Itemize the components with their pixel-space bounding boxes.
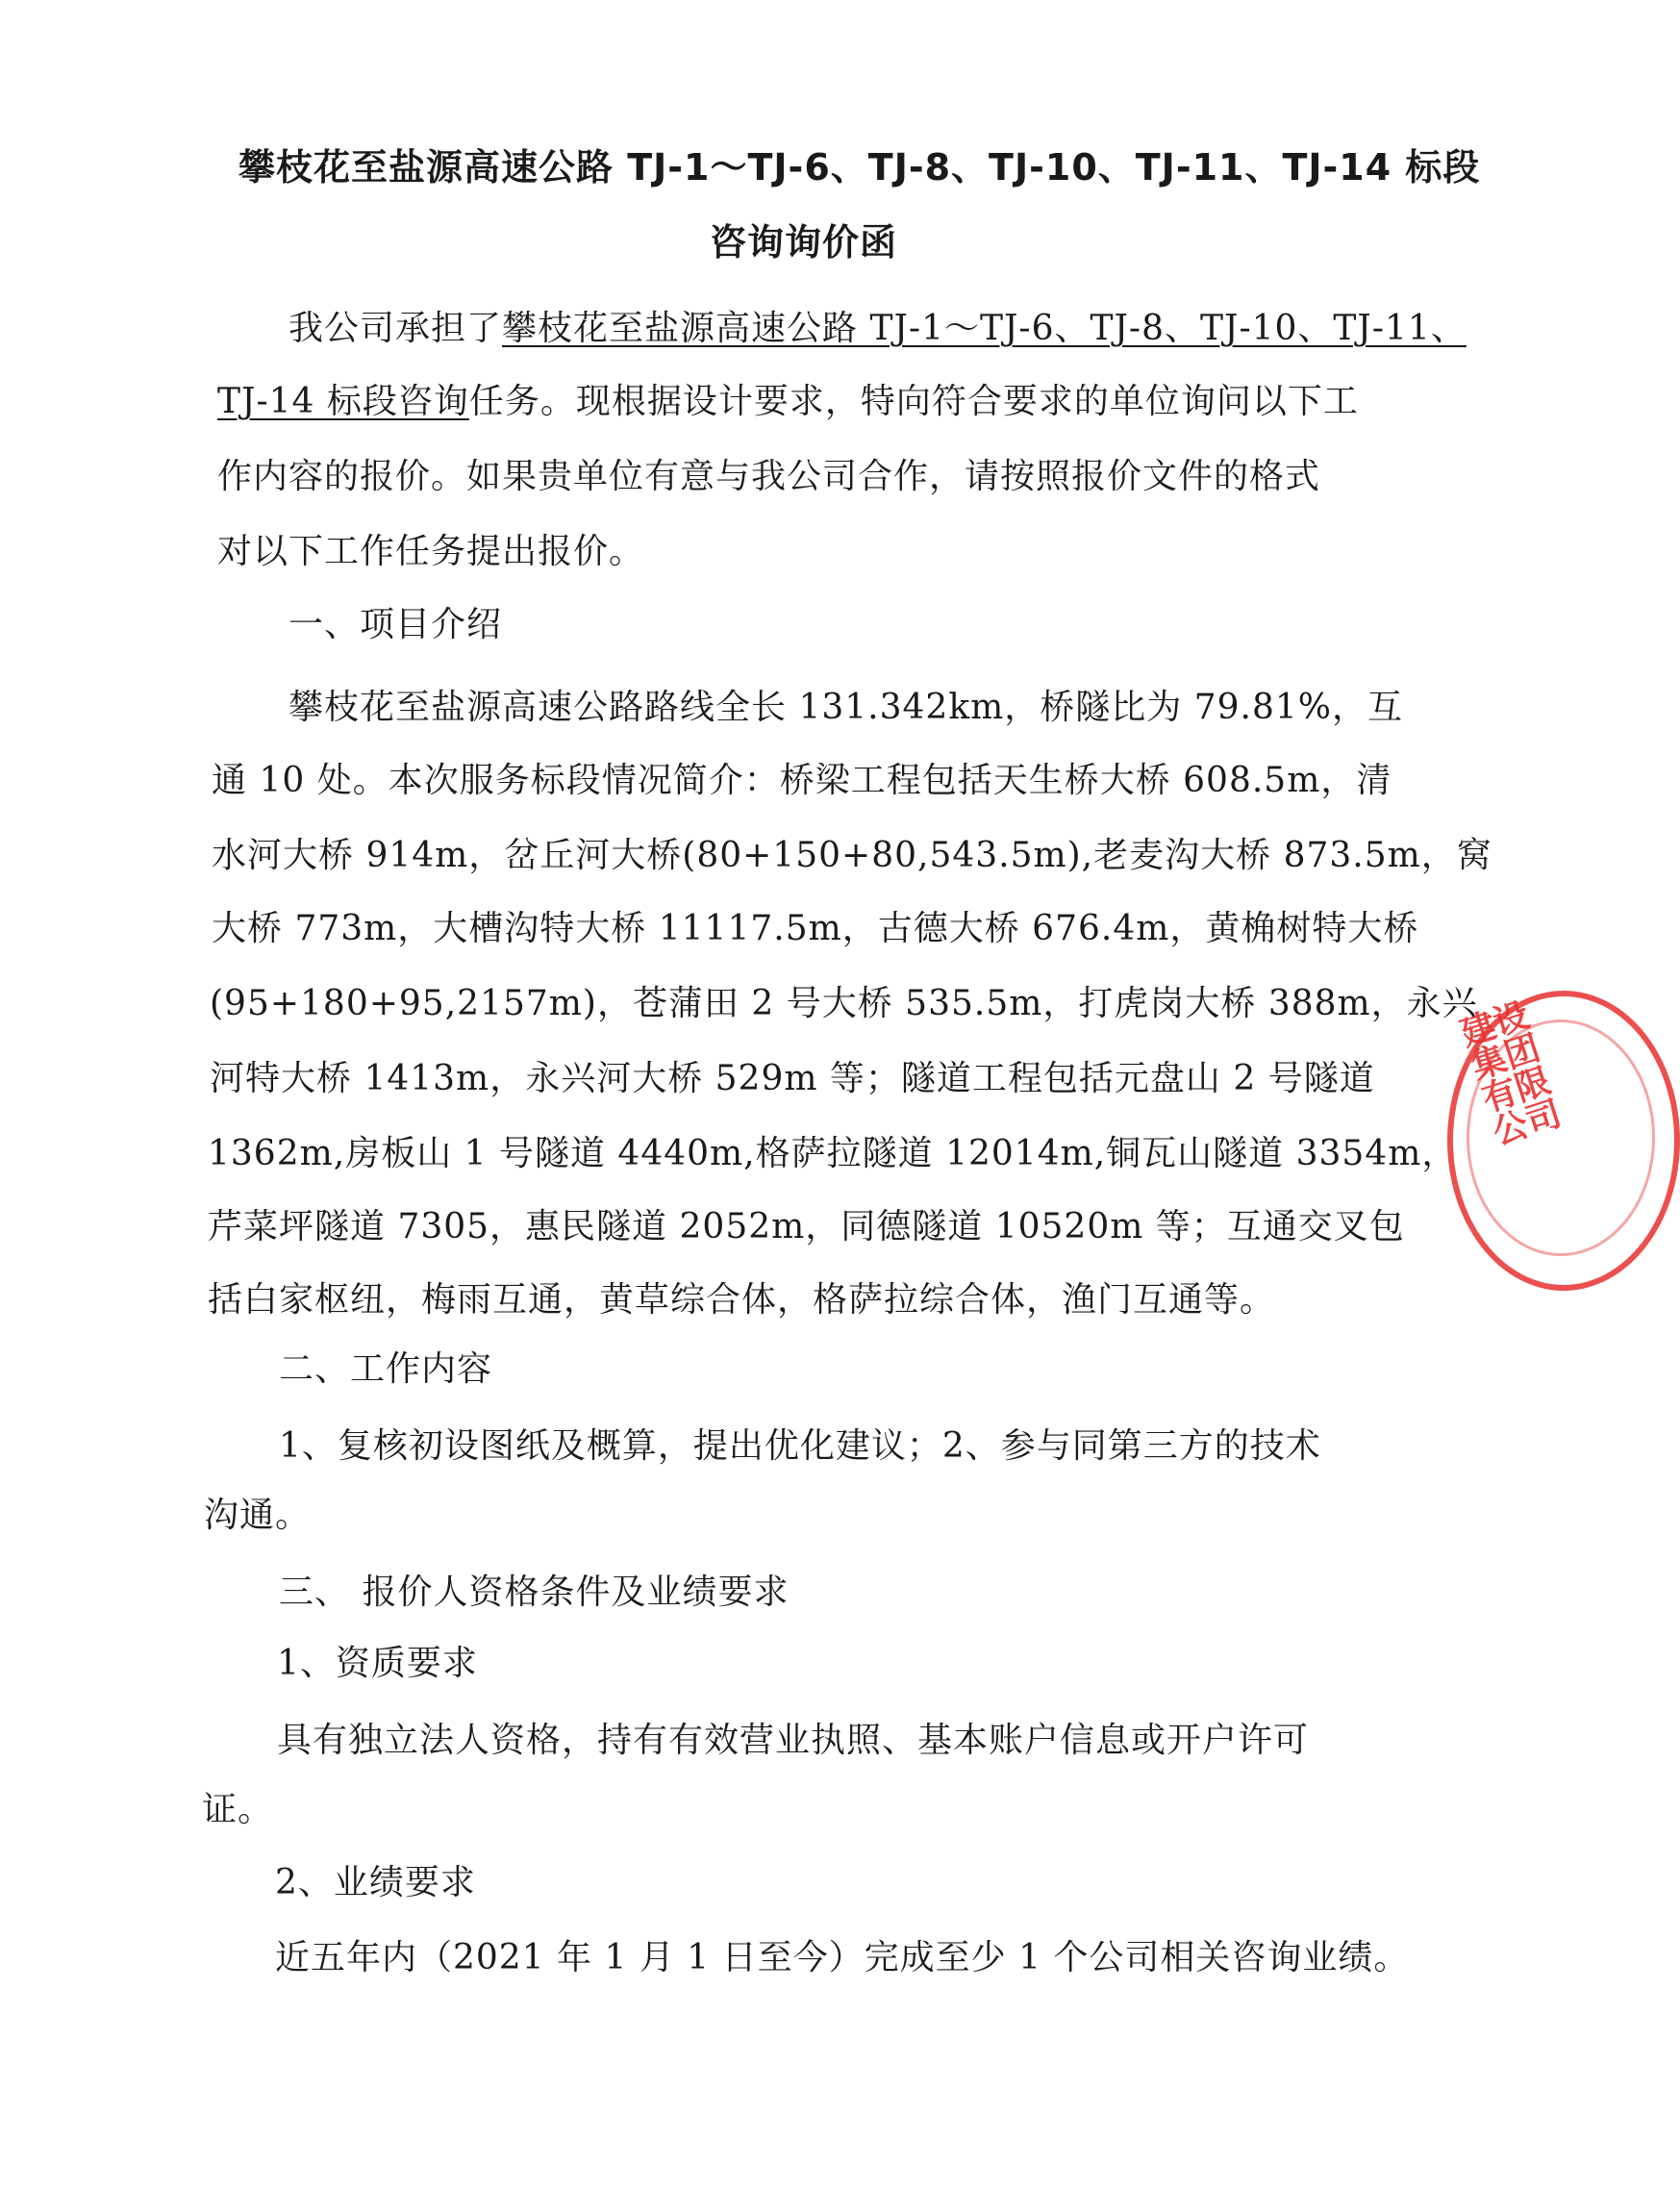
section2-heading: 二、工作内容 xyxy=(279,1349,493,1389)
section1-line: (95+180+95,2157m)，苍蒲田 2 号大桥 535.5m，打虎岗大桥 388m，永兴 xyxy=(210,984,1478,1023)
qualification-line1: 具有独立法人资格，持有有效营业执照、基本账户信息或开户许可 xyxy=(277,1721,1310,1760)
project-name-underlined-1: 攀枝花至盐源高速公路 TJ-1～TJ-6、TJ-8、TJ-10、TJ-11、 xyxy=(502,309,1467,348)
section1-line: 1362m,房板山 1 号隧道 4440m,格萨拉隧道 12014m,铜瓦山隧道 3354m， xyxy=(208,1134,1458,1173)
intro-prefix: 我公司承担了 xyxy=(288,309,503,348)
section1-line: 攀枝花至盐源高速公路路线全长 131.342km，桥隧比为 79.81%，互 xyxy=(288,688,1403,727)
section2-line2: 沟通。 xyxy=(204,1496,312,1535)
document-title-line1: 攀枝花至盐源高速公路 TJ-1～TJ-6、TJ-8、TJ-10、TJ-11、TJ-14 标段 xyxy=(238,146,1481,189)
company-seal-text: 建设集团有限公司 xyxy=(1456,994,1567,1153)
section1-heading: 一、项目介绍 xyxy=(288,605,503,644)
section1-line: 括白家枢纽，梅雨互通，黄草综合体，格萨拉综合体，渔门互通等。 xyxy=(208,1280,1276,1320)
intro-line4: 对以下工作任务提出报价。 xyxy=(217,532,645,571)
section2-line1: 1、复核初设图纸及概算，提出优化建议；2、参与同第三方的技术 xyxy=(279,1426,1321,1466)
section1-line: 芹菜坪隧道 7305，惠民隧道 2052m，同德隧道 10520m 等；互通交叉包 xyxy=(208,1207,1405,1246)
section1-line: 河特大桥 1413m，永兴河大桥 529m 等；隧道工程包括元盘山 2 号隧道 xyxy=(210,1059,1375,1098)
qualification-line2: 证。 xyxy=(202,1790,274,1829)
intro-line2 xyxy=(217,379,1359,425)
section1-line: 水河大桥 914m，岔丘河大桥(80+150+80,543.5m),老麦沟大桥 873.5m，窝 xyxy=(212,836,1492,875)
qualification-heading: 1、资质要求 xyxy=(277,1644,478,1683)
performance-line1: 近五年内（2021 年 1 月 1 日至今）完成至少 1 个公司相关咨询业绩。 xyxy=(275,1938,1410,1977)
section3-heading: 三、 报价人资格条件及业绩要求 xyxy=(279,1573,790,1612)
performance-heading: 2、业绩要求 xyxy=(275,1863,476,1902)
intro-line3: 作内容的报价。如果贵单位有意与我公司合作，请按照报价文件的格式 xyxy=(217,457,1321,496)
project-name-underlined-2: TJ-14 标段咨询 xyxy=(217,382,469,421)
intro-rest: 任务。现根据设计要求，特向符合要求的单位询问以下工 xyxy=(468,382,1359,421)
section1-line: 通 10 处。本次服务标段情况简介：桥梁工程包括天生桥大桥 608.5m，清 xyxy=(212,761,1392,800)
section1-line: 大桥 773m，大槽沟特大桥 11117.5m，古德大桥 676.4m，黄桷树特大桥 xyxy=(212,909,1419,948)
document-title-line2: 咨询询价函 xyxy=(710,221,898,264)
intro-line1 xyxy=(288,306,1467,352)
